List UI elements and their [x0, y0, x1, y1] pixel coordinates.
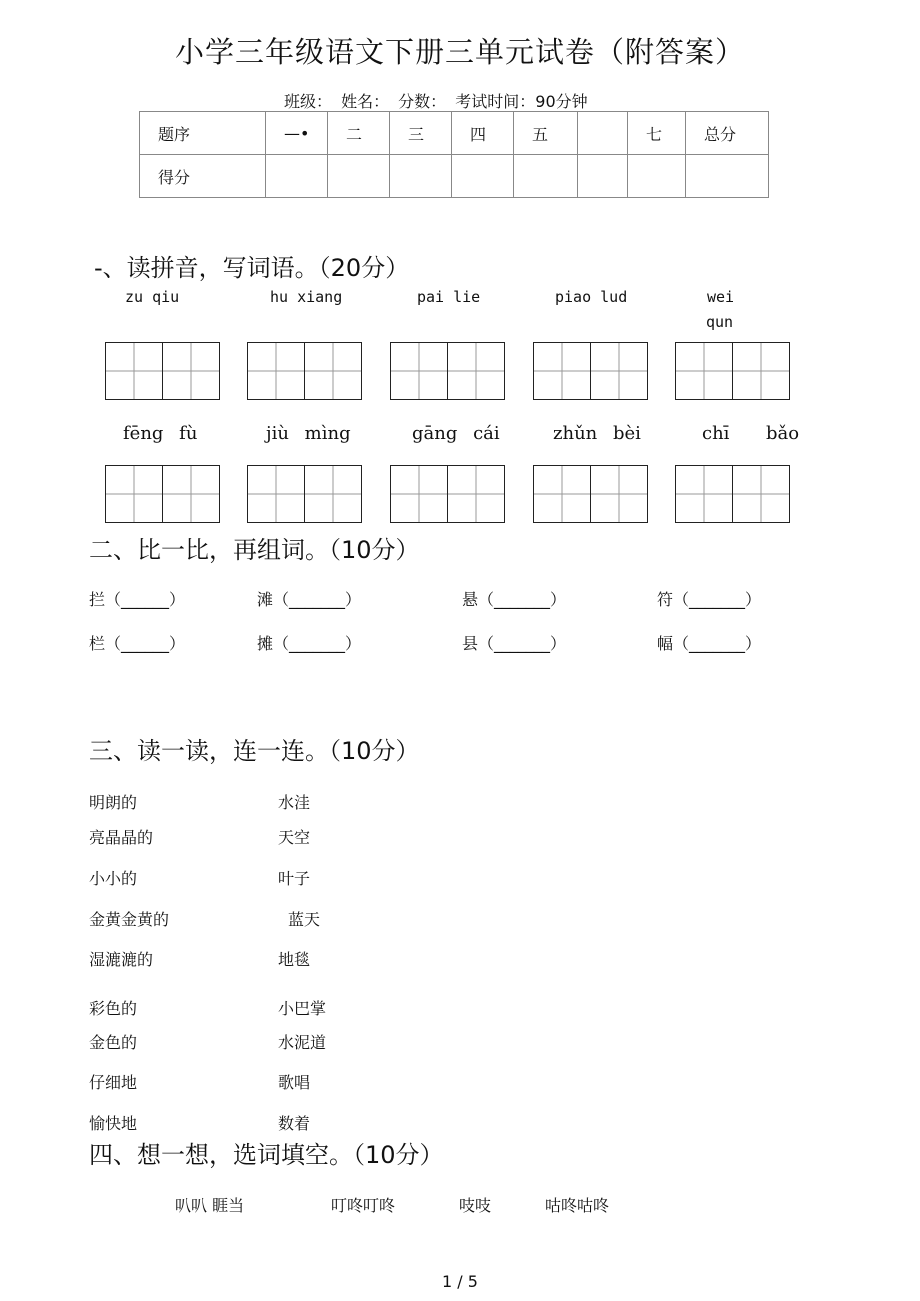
header-cell: 二 [328, 112, 390, 155]
writing-grid-box[interactable] [447, 465, 505, 523]
match-right-item[interactable]: 小巴掌 [278, 999, 327, 1018]
match-left-item[interactable]: 小小的 [89, 869, 138, 888]
pinyin-label: hu xiang [270, 288, 343, 306]
pinyin-label: gāng cái [412, 423, 500, 444]
header-cell [578, 112, 628, 155]
match-left-item[interactable]: 湿漉漉的 [89, 950, 154, 969]
header-cell: 四 [452, 112, 514, 155]
writing-grid-box[interactable] [447, 342, 505, 400]
header-cell: 七 [628, 112, 686, 155]
header-cell: 题序 [140, 112, 266, 155]
score-cell[interactable] [390, 155, 452, 198]
match-left-item[interactable]: 亮晶晶的 [89, 828, 154, 847]
match-right-item[interactable]: 天空 [278, 828, 311, 847]
writing-grid-box[interactable] [675, 342, 733, 400]
writing-grid-box[interactable] [162, 342, 220, 400]
writing-grid-box[interactable] [675, 465, 733, 523]
match-right-item[interactable]: 地毯 [278, 950, 311, 969]
section2-title: 二、比一比，再组词。（10分） [89, 536, 420, 564]
match-left-item[interactable]: 明朗的 [89, 793, 138, 812]
word-choice: 叮咚叮咚 [331, 1196, 396, 1215]
score-cell[interactable] [266, 155, 328, 198]
pinyin-label: fēng fù [123, 423, 198, 444]
word-blank-item[interactable]: 悬（_______） [462, 590, 567, 609]
header-cell: 三 [390, 112, 452, 155]
pinyin-label: jiù mìng [266, 423, 351, 444]
match-left-item[interactable]: 金黄金黄的 [89, 910, 170, 929]
exam-info-line: 班级： 姓名： 分数： 考试时间：90分钟 [284, 92, 588, 111]
section1-title: -、读拼音，写词语。（20分） [94, 254, 410, 282]
pinyin-label: piao lud [555, 288, 628, 306]
score-table-header-row [140, 112, 769, 155]
writing-grid-box[interactable] [590, 465, 648, 523]
word-choice: 叭叭 睚当 [175, 1196, 245, 1215]
writing-grid-box[interactable] [105, 342, 163, 400]
score-cell[interactable] [628, 155, 686, 198]
pinyin-label: zu qiu [125, 288, 180, 306]
page-title: 小学三年级语文下册三单元试卷（附答案） [174, 35, 745, 69]
match-left-item[interactable]: 愉快地 [89, 1114, 138, 1133]
word-blank-item[interactable]: 拦（______） [89, 590, 186, 609]
match-right-item[interactable]: 歌唱 [278, 1073, 311, 1092]
section4-title: 四、想一想，选词填空。（10分） [89, 1141, 444, 1169]
row-label: 得分 [140, 155, 266, 198]
word-blank-item[interactable]: 滩（_______） [257, 590, 362, 609]
score-cell[interactable] [686, 155, 769, 198]
match-right-item[interactable]: 叶子 [278, 869, 311, 888]
word-blank-item[interactable]: 县（_______） [462, 634, 567, 653]
score-cell[interactable] [578, 155, 628, 198]
pinyin-label: chī [702, 423, 730, 444]
word-blank-item[interactable]: 摊（_______） [257, 634, 362, 653]
pinyin-label: qun [706, 313, 734, 331]
pinyin-label: wei [707, 288, 735, 306]
writing-grid-box[interactable] [247, 342, 305, 400]
section3-title: 三、读一读，连一连。（10分） [89, 737, 420, 765]
pinyin-label: bǎo [766, 423, 800, 444]
score-cell[interactable] [452, 155, 514, 198]
match-right-item[interactable]: 蓝天 [288, 910, 321, 929]
word-blank-item[interactable]: 符（_______） [657, 590, 762, 609]
writing-grid-box[interactable] [105, 465, 163, 523]
word-blank-item[interactable]: 栏（______） [89, 634, 186, 653]
match-left-item[interactable]: 彩色的 [89, 999, 138, 1018]
header-cell: 五 [514, 112, 578, 155]
header-cell: 总分 [686, 112, 769, 155]
writing-grid-box[interactable] [247, 465, 305, 523]
score-cell[interactable] [514, 155, 578, 198]
match-right-item[interactable]: 水泥道 [278, 1033, 327, 1052]
score-table [139, 111, 769, 198]
writing-grid-box[interactable] [533, 465, 591, 523]
writing-grid-box[interactable] [533, 342, 591, 400]
score-table-score-row [140, 155, 769, 198]
match-right-item[interactable]: 数着 [278, 1114, 311, 1133]
score-cell[interactable] [328, 155, 390, 198]
writing-grid-box[interactable] [390, 465, 448, 523]
writing-grid-box[interactable] [162, 465, 220, 523]
word-choice: 吱吱 [459, 1196, 492, 1215]
writing-grid-box[interactable] [732, 465, 790, 523]
writing-grid-box[interactable] [732, 342, 790, 400]
word-blank-item[interactable]: 幅（_______） [657, 634, 762, 653]
match-left-item[interactable]: 金色的 [89, 1033, 138, 1052]
match-left-item[interactable]: 仔细地 [89, 1073, 138, 1092]
header-cell: —• [266, 112, 328, 155]
writing-grid-box[interactable] [304, 465, 362, 523]
pinyin-label: pai lie [417, 288, 481, 306]
page-number: 1 / 5 [442, 1272, 478, 1291]
pinyin-label: zhǔn bèi [553, 423, 641, 444]
writing-grid-box[interactable] [390, 342, 448, 400]
writing-grid-box[interactable] [590, 342, 648, 400]
word-choice: 咕咚咕咚 [545, 1196, 610, 1215]
writing-grid-box[interactable] [304, 342, 362, 400]
match-right-item[interactable]: 水洼 [278, 793, 311, 812]
